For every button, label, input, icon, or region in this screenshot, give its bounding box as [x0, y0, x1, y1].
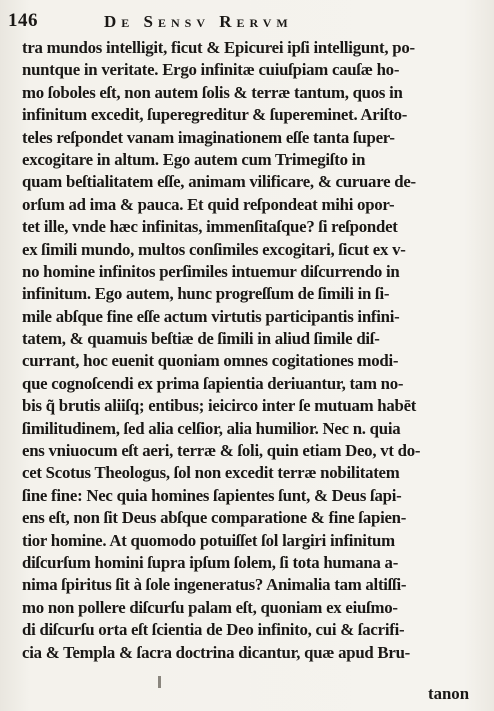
text-line: orſum ad ima & pauca. Et quid reſpondeat mihi opor-: [22, 194, 395, 214]
page-header: [8, 10, 424, 36]
text-line: teles reſpondet vanam imaginationem eſſe tanta ſuper-: [22, 127, 395, 147]
text-line: cet Scotus Theologus, ſol non excedit terræ nobilitatem: [22, 463, 400, 483]
text-line: mo non pollere diſcurſu palam eſt, quoniam ex eiuſmo-: [22, 597, 398, 617]
text-line: infinitum excedit, ſuperegreditur & ſupereminet. Ariſto-: [22, 105, 408, 125]
text-line: ſine fine: Nec quia homines ſapientes ſunt, & Deus ſapi-: [22, 485, 402, 505]
text-line: ex ſimili mundo, multos conſimiles excogitari, ſicut ex v-: [22, 239, 406, 259]
text-line: diſcurſum homini ſupra ipſum ſolem, ſi tota humana a-: [22, 552, 399, 572]
body-text: [22, 37, 472, 664]
text-line: que cognoſcendi ex prima ſapientia deriuantur, tam no-: [22, 373, 404, 393]
text-line: tra mundos intelligit, ficut & Epicurei ipſi intelligunt, po-: [22, 38, 415, 57]
text-line: no homine infinitos perſimiles intuemur diſcurrendo in: [22, 261, 400, 281]
text-line: bis q̃ brutis aliiſq; entibus; ieicirco inter ſe mutuam habēt: [22, 396, 417, 416]
text-line: mo ſoboles eſt, non autem ſolis & terræ tantum, quos in: [22, 82, 403, 102]
text-line: infinitum. Ego autem, hunc progreſſum de ſimili in ſi-: [22, 284, 390, 304]
margin-mark: [158, 676, 161, 688]
text-line: mile abſque fine eſſe actum virtutis participantis infini-: [22, 306, 400, 326]
text-line: nima ſpiritus ſit à ſole ingeneratus? Animalia tam altiſſi-: [22, 575, 407, 595]
text-line: quam beſtialitatem eſſe, animam vilificare, & curuare de-: [22, 172, 416, 192]
text-line: tior homine. At quomodo potuiſſet ſol largiri infinitum: [22, 530, 395, 550]
catchword: tanon: [428, 684, 470, 703]
text-line: nuntque in veritate. Ergo infinitæ cuiuſpiam cauſæ ho-: [22, 60, 400, 80]
text-line: excogitare in altum. Ego autem cum Trimegiſto in: [22, 149, 366, 169]
page-number: 146: [8, 10, 38, 31]
text-line: currant, hoc euenit quoniam omnes cogitationes modi-: [22, 351, 399, 371]
text-line: tatem, & quamuis beſtiæ de ſimili in aliud ſimile diſ-: [22, 329, 380, 349]
text-line: tet ille, vnde hæc infinitas, immenſitaſque? ſi reſpondet: [22, 217, 398, 237]
text-line: di diſcurſu orta eſt ſcientia de Deo infinito, cui & ſacrifi-: [22, 620, 405, 640]
running-head: De Sensv Rervm: [104, 12, 293, 31]
text-line: ens vniuocum eſt aeri, terræ & ſoli, quin etiam Deo, vt do-: [22, 441, 421, 461]
text-line: ſimilitudinem, ſed alia celſior, alia humilior. Nec n. quia: [22, 418, 401, 438]
text-line: cia & Templa & ſacra doctrina dicantur, quæ apud Bru-: [22, 642, 410, 662]
text-line: ens eſt, non ſit Deus abſque comparatione & fine ſapien-: [22, 508, 407, 528]
